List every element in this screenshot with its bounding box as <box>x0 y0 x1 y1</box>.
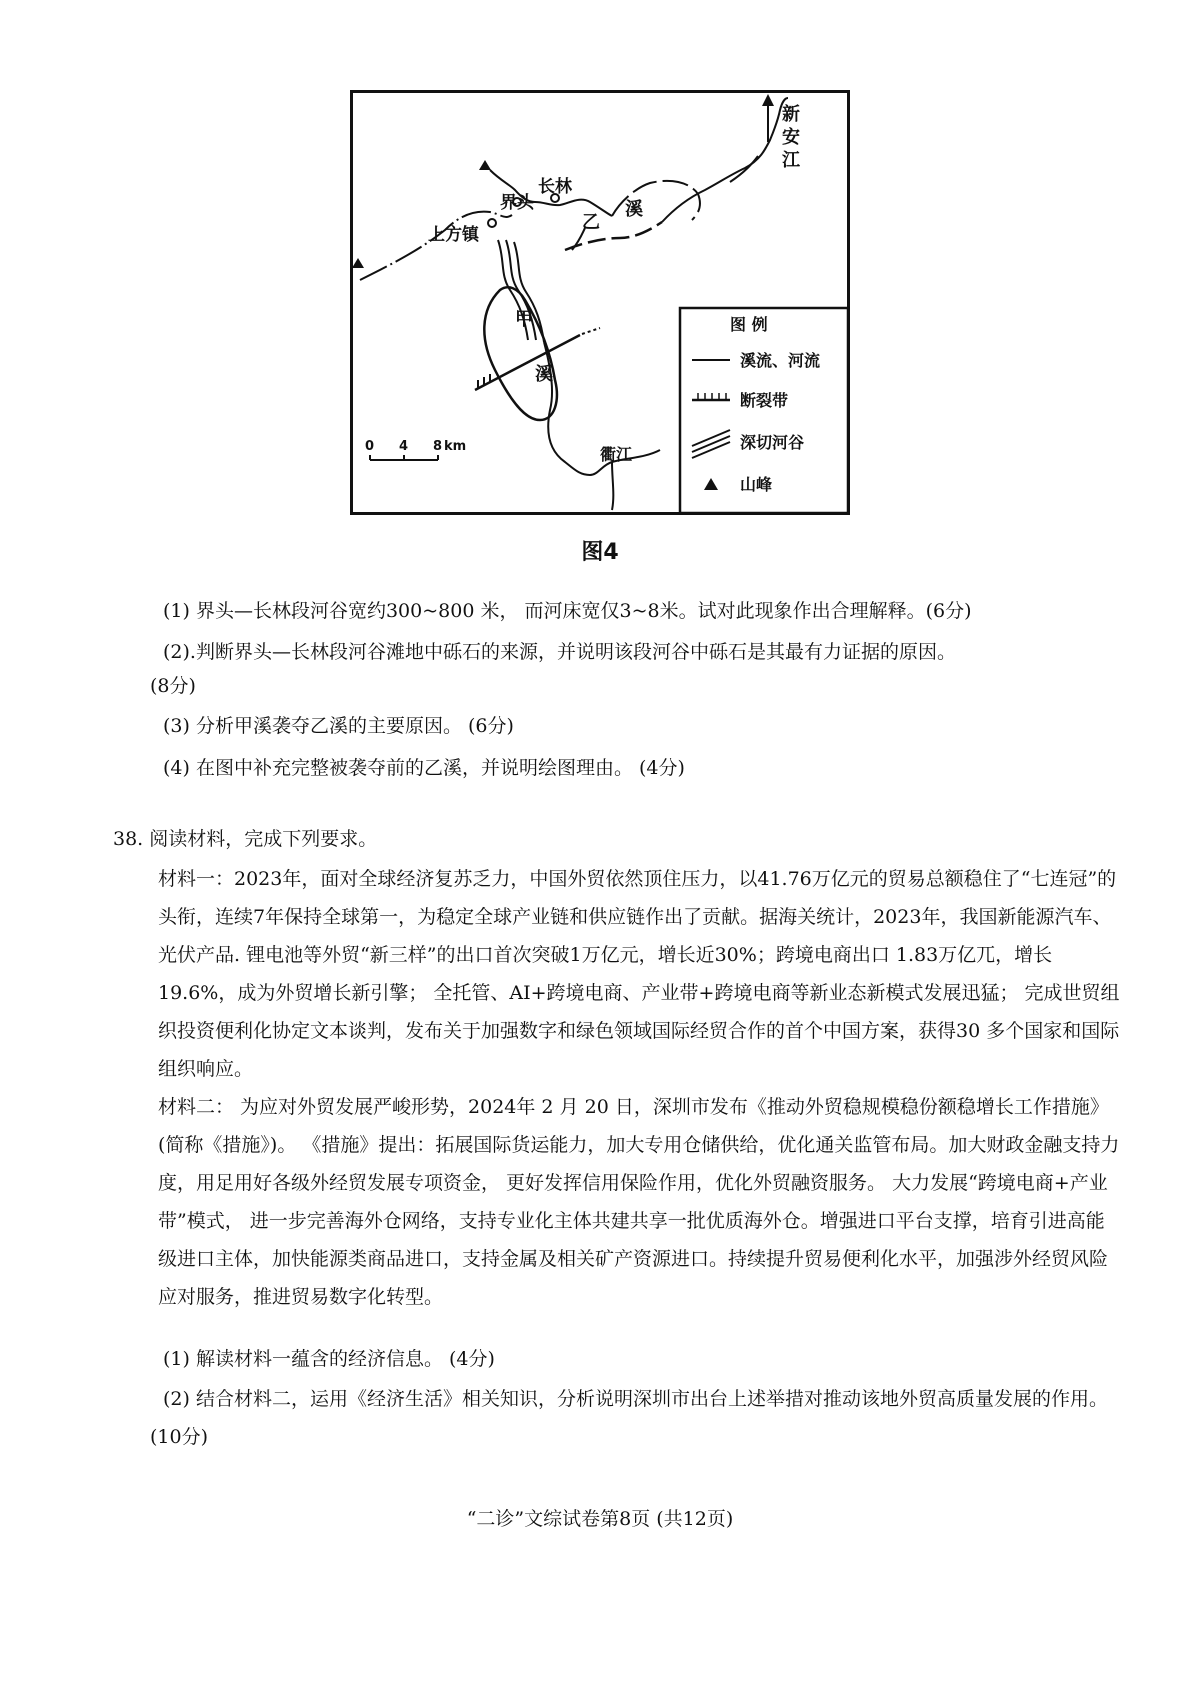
scale-tick-8: 8 <box>433 439 443 454</box>
peak-northwest-icon <box>479 160 491 170</box>
scale-unit: km <box>444 439 467 454</box>
peak-west-icon <box>352 258 364 268</box>
figure-4-map <box>350 90 850 515</box>
q37-sub-2: (2).判断界头—长林段河谷滩地中砾石的来源，并说明该段河谷中砾石是其最有力证据的原因。 <box>163 641 956 663</box>
scale-bar <box>365 439 466 460</box>
scale-tick-4: 4 <box>399 439 409 454</box>
q38-sub-1: (1) 解读材料一蕴含的经济信息。 (4分) <box>163 1348 495 1370</box>
label-yi-xi: 溪 <box>625 199 643 220</box>
q37-sub-3: (3) 分析甲溪袭夺乙溪的主要原因。 (6分) <box>163 715 514 737</box>
q38-material-2: 材料二： 为应对外贸发展严峻形势，2024年 2 月 20 日，深圳市发布《推动外贸稳规模稳份额稳增长工作措施》 (简称《措施》)。 《措施》提出：拓展国际货运能力，加大专用仓储供给，优化通关监管布局。加大财政金融支持力度，用足用好各级外经贸发展专项资金， 更好发挥信用保险作用，优化外贸融资服务。 大力发展“跨境电商+产业带”模式， 进一步完善海外仓网络，支持专业化主体共建共享一批优质海外仓。增强进口平台支撑，培育引进高能级进口主体，加快能源类商品进口，支持金属及相关矿产资源进口。持续提升贸易便利化水平，加强涉外经贸风险应对服务，推进贸易数字化转型。 <box>158 1096 1120 1308</box>
figure-caption: 图4 <box>581 540 619 565</box>
yi-xi-lower <box>565 222 662 250</box>
scale-tick-0: 0 <box>365 439 375 454</box>
label-xinanjiang-2: 安 <box>782 127 800 148</box>
q38-sub-2: (2) 结合材料二，运用《经济生活》相关知识，分析说明深圳市出台上述举措对推动该地外贸高质量发展的作用。 (10分) <box>150 1388 1108 1448</box>
shangfangzhen-point <box>488 219 496 227</box>
label-changlin: 长林 <box>538 177 572 197</box>
q37-sub-1: (1) 界头—长林段河谷宽约300~800 米， 而河床宽仅3~8米。试对此现象作出合理解释。(6分) <box>163 600 972 622</box>
page-footer: “二诊”文综试卷第8页 (共12页) <box>466 1508 734 1530</box>
label-yi: 乙 <box>582 212 600 233</box>
q37-sub-4: (4) 在图中补充完整被袭夺前的乙溪，并说明绘图理由。 (4分) <box>163 757 685 779</box>
legend-item-valley: 深切河谷 <box>740 433 805 452</box>
label-jia: 甲 <box>515 309 533 330</box>
legend-item-stream: 溪流、河流 <box>740 351 821 370</box>
map-legend <box>680 308 848 513</box>
label-qujiang: 衢江 <box>600 445 633 464</box>
label-jia-xi: 溪 <box>535 364 553 385</box>
q38-material-1: 材料一：2023年，面对全球经济复苏乏力，中国外贸依然顶住压力，以41.76万亿元的贸易总额稳住了“七连冠”的头衔，连续7年保持全球第一，为稳定全球产业链和供应链作出了贡献。据海关统计，2023年，我国新能源汽车、光伏产品. 锂电池等外贸“新三样”的出口首次突破1万亿元，增长近30%；跨境电商出口 1.83万亿兀，增长 19.6%，成为外贸增长新引擎； 全托管、AI+跨境电商、产业带+跨境电商等新业态新模式发展迅猛； 完成世贸组织投资便利化协定文本谈判，发布关于加强数字和绿色领域国际经贸合作的首个中国方案，获得30 多个国家和国际组织响应。 <box>158 868 1120 1080</box>
qujiang-river <box>612 462 613 510</box>
label-xinanjiang-3: 江 <box>782 150 800 171</box>
fault-zone-dash <box>582 328 600 334</box>
q37-sub-2-score: (8分) <box>150 675 196 697</box>
river-to-xinanjiang <box>662 98 788 222</box>
label-xinanjiang-1: 新 <box>782 104 800 125</box>
xinanjiang-arrow-head <box>762 94 774 106</box>
label-shangfangzhen: 上方镇 <box>428 225 479 245</box>
label-jietou: 界头 <box>500 193 534 213</box>
q38-heading: 38. 阅读材料，完成下列要求。 <box>113 828 378 850</box>
legend-item-fault: 断裂带 <box>740 391 789 410</box>
legend-title: 图 例 <box>730 315 768 334</box>
legend-item-peak: 山峰 <box>740 475 773 494</box>
